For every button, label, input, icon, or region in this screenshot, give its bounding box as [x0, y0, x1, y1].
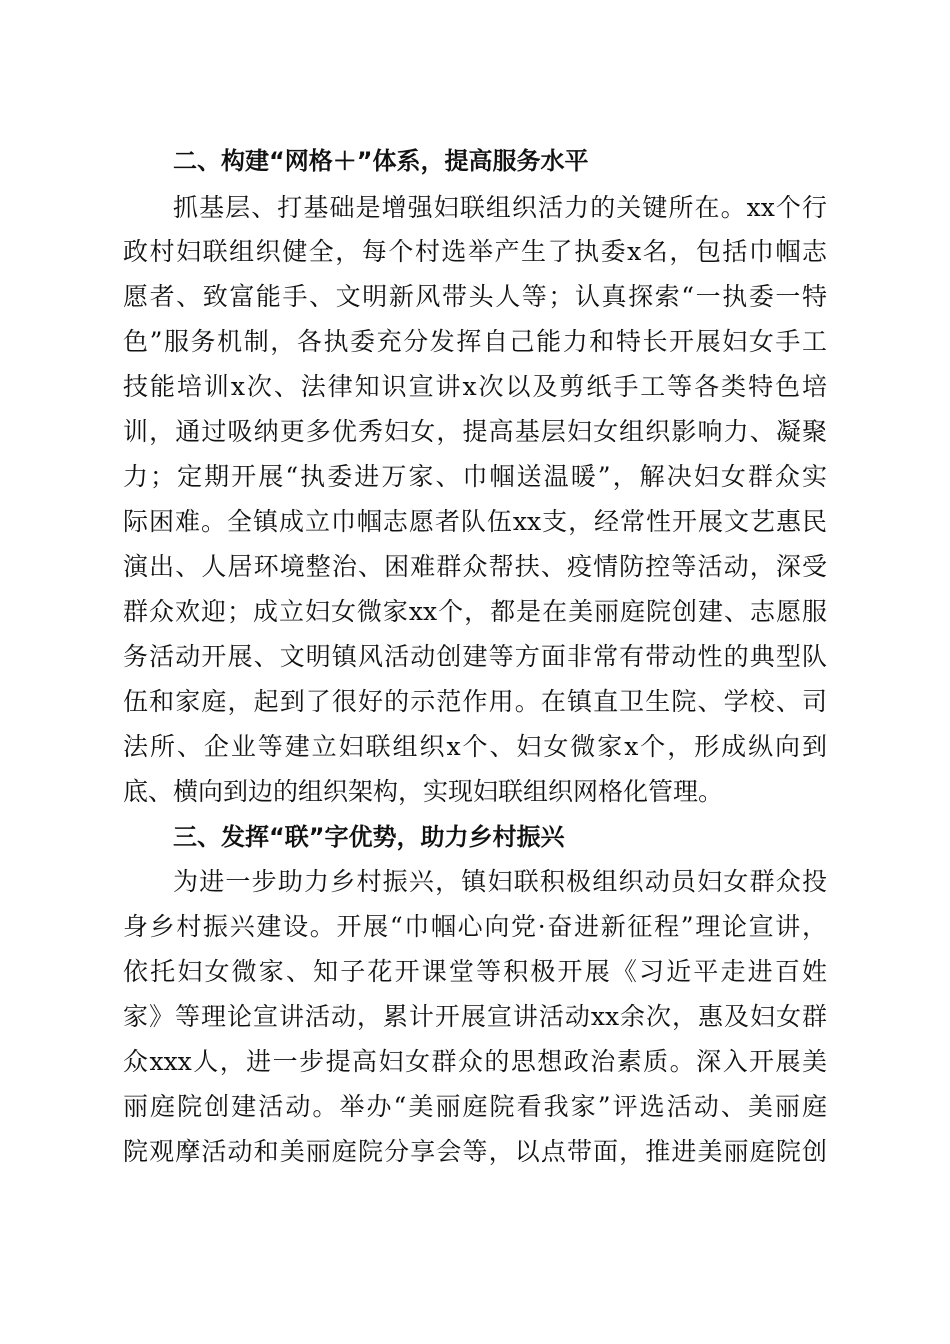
paragraph-line: 伍和家庭，起到了很好的示范作用。在镇直卫生院、学校、司: [123, 687, 827, 716]
paragraph-line: 际困难。全镇成立巾帼志愿者队伍xx支，经常性开展文艺惠民: [123, 507, 827, 536]
paragraph-line: 群众欢迎；成立妇女微家xx个，都是在美丽庭院创建、志愿服: [123, 597, 827, 626]
paragraph-line: 众xxx人，进一步提高妇女群众的思想政治素质。深入开展美: [123, 1047, 827, 1076]
paragraph-line: 为进一步助力乡村振兴，镇妇联积极组织动员妇女群众投: [173, 867, 827, 896]
paragraph-line: 依托妇女微家、知子花开课堂等积极开展《习近平走进百姓: [123, 957, 827, 986]
paragraph-line: 家》等理论宣讲活动，累计开展宣讲活动xx余次，惠及妇女群: [123, 1002, 827, 1031]
paragraph-line: 底、横向到边的组织架构，实现妇联组织网格化管理。: [123, 777, 724, 806]
paragraph-line: 演出、人居环境整治、困难群众帮扶、疫情防控等活动，深受: [123, 552, 827, 581]
paragraph-line: 政村妇联组织健全，每个村选举产生了执委x名，包括巾帼志: [123, 237, 827, 266]
paragraph-line: 力；定期开展“执委进万家、巾帼送温暖”，解决妇女群众实: [123, 462, 827, 491]
section-heading-3: 三、发挥“联”字优势，助力乡村振兴: [173, 823, 565, 851]
section-heading-2: 二、构建“网格＋”体系，提高服务水平: [173, 147, 589, 175]
paragraph-line: 色”服务机制，各执委充分发挥自己能力和特长开展妇女手工: [123, 327, 827, 356]
paragraph-line: 技能培训x次、法律知识宣讲x次以及剪纸手工等各类特色培: [123, 372, 827, 401]
paragraph-line: 法所、企业等建立妇联组织x个、妇女微家x个，形成纵向到: [123, 732, 827, 761]
paragraph-line: 丽庭院创建活动。举办“美丽庭院看我家”评选活动、美丽庭: [123, 1092, 827, 1121]
paragraph-line: 身乡村振兴建设。开展“巾帼心向党·奋进新征程”理论宣讲，: [123, 912, 827, 941]
paragraph-line: 抓基层、打基础是增强妇联组织活力的关键所在。xx个行: [173, 193, 827, 222]
paragraph-line: 务活动开展、文明镇风活动创建等方面非常有带动性的典型队: [123, 642, 827, 671]
paragraph-line: 愿者、致富能手、文明新风带头人等；认真探索“一执委一特: [123, 282, 827, 311]
paragraph-line: 训，通过吸纳更多优秀妇女，提高基层妇女组织影响力、凝聚: [123, 417, 827, 446]
paragraph-line: 院观摩活动和美丽庭院分享会等，以点带面，推进美丽庭院创: [123, 1137, 827, 1166]
